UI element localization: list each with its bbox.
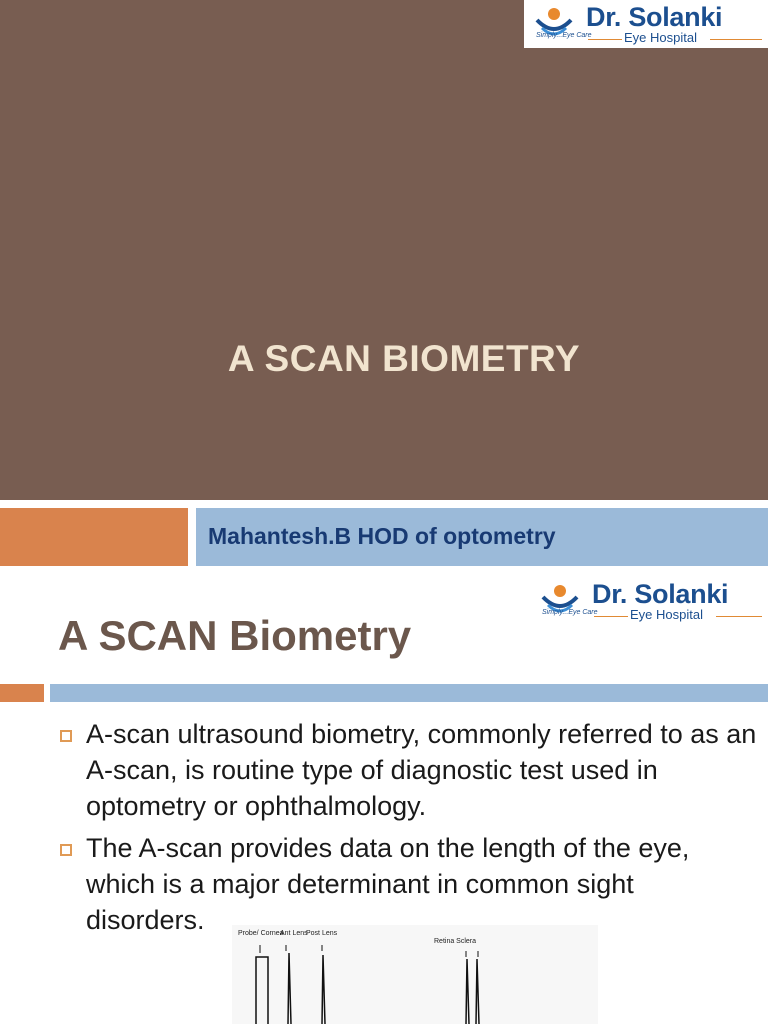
a-scan-waveform (232, 925, 598, 1024)
scan-label: Ant Lens (280, 930, 308, 937)
bullet-text: A-scan ultrasound biometry, commonly referred to as an A-scan, is routine type of diagnostic test used in optometry or ophthalmology. (86, 719, 757, 821)
checkbox-bullet-icon (60, 730, 72, 742)
list-item (58, 830, 758, 938)
author-band (196, 508, 768, 566)
logo-divider (710, 39, 762, 40)
list-item (58, 716, 758, 824)
bullet-text: The A-scan provides data on the length of the eye, which is a major determinant in common sight disorders. (86, 833, 690, 935)
logo-tagline: Simply...Eye Care (542, 609, 598, 616)
title-slide (0, 0, 768, 500)
logo-subtitle: Eye Hospital (630, 607, 703, 622)
accent-strip-blue (50, 684, 768, 702)
logo-brand-name: Dr. Solanki (592, 579, 729, 609)
logo-subtitle: Eye Hospital (624, 30, 697, 45)
author-name: Mahantesh.B HOD of optometry (208, 523, 556, 549)
scan-label: Post Lens (306, 930, 338, 937)
a-scan-figure (232, 925, 598, 1024)
slide-heading: A SCAN Biometry (58, 612, 412, 659)
scan-label: Probe/ Cornea (238, 930, 284, 937)
accent-strip-orange (0, 684, 44, 702)
logo-divider (716, 616, 762, 617)
logo-divider (594, 616, 628, 617)
logo-divider (588, 39, 622, 40)
logo-brand-name: Dr. Solanki (586, 2, 723, 32)
scan-label: Retina Sclera (434, 938, 477, 945)
hospital-logo (524, 0, 768, 48)
accent-band-orange (0, 508, 188, 566)
bullet-list (58, 716, 758, 944)
checkbox-bullet-icon (60, 844, 72, 856)
logo-tagline: Simply...Eye Care (536, 32, 592, 39)
slide-title: A SCAN BIOMETRY (227, 338, 581, 379)
hospital-logo (530, 577, 768, 627)
